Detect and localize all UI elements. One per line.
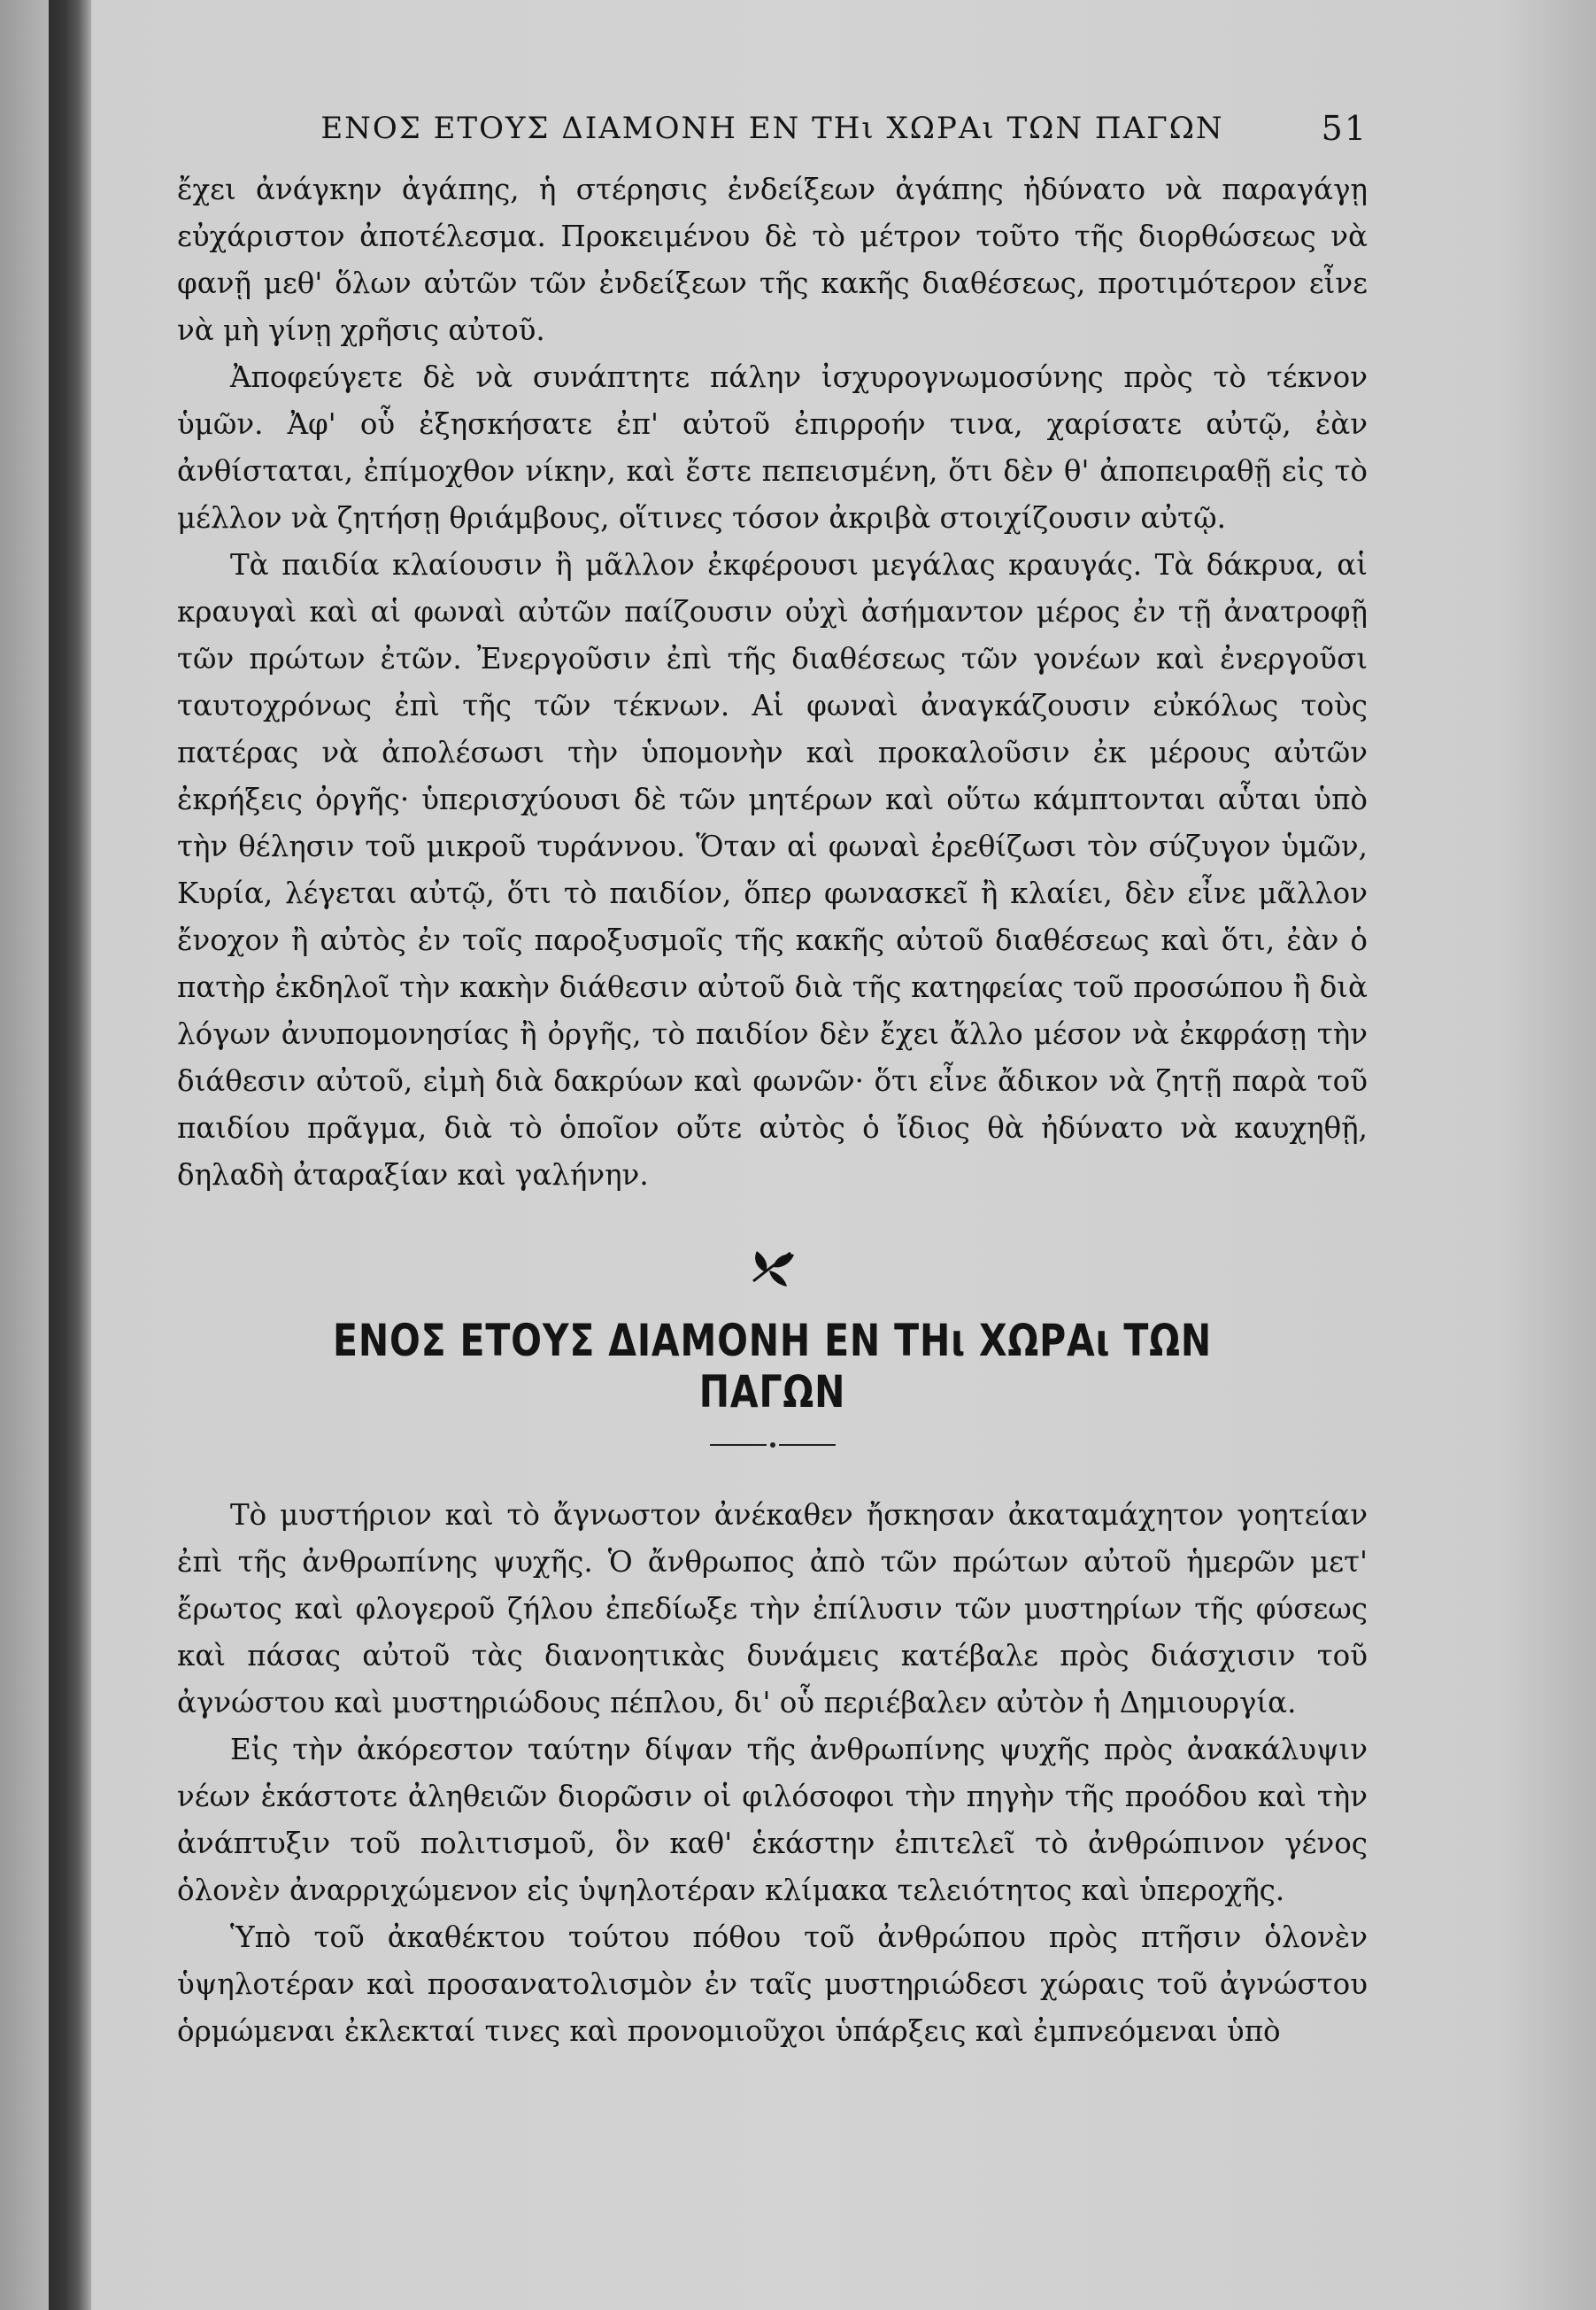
paragraph: Τὸ μυστήριον καὶ τὸ ἄγνωστον ἀνέκαθεν ἤσκησαν ἀκαταμάχητον γοητείαν ἐπὶ τῆς ἀνθρωπίνης ψυχῆς. Ὁ ἄνθρωπος ἀπὸ τῶν πρώτων αὐτοῦ ἡμερῶν μετ' ἔρωτος καὶ φλογεροῦ ζήλου ἐπεδίωξε τὴν ἐπίλυσιν τῶν μυστηρίων τῆς φύσεως καὶ πάσας αὐτοῦ τὰς διανοητικὰς δυνάμεις κατέβαλε πρὸς διάσχισιν τοῦ ἀγνώστου καὶ μυστηριώδους πέπλου, δι' οὗ περιέβαλεν αὐτὸν ἡ Δημιουργία.	[177, 1498, 1368, 1719]
paragraph: Τὰ παιδία κλαίουσιν ἢ μᾶλλον ἐκφέρουσι μεγάλας κραυγάς. Τὰ δάκρυα, αἱ κραυγαὶ καὶ αἱ φωναὶ αὐτῶν παίζουσιν οὐχὶ ἀσήμαντον μέρος ἐν τῇ ἀνατροφῇ τῶν πρώτων ἐτῶν. Ἐνεργοῦσιν ἐπὶ τῆς διαθέσεως τῶν γονέων καὶ ἐνεργοῦσι ταυτοχρόνως ἐπὶ τῆς τῶν τέκνων. Αἱ φωναὶ ἀναγκάζουσιν εὐκόλως τοὺς πατέρας νὰ ἀπολέσωσι τὴν ὑπομονὴν καὶ προκαλοῦσιν ἐκ μέρους αὐτῶν ἐκρήξεις ὀργῆς· ὑπερισχύουσι δὲ τῶν μητέρων καὶ οὕτω κάμπτονται αὗται ὑπὸ τὴν θέλησιν τοῦ μικροῦ τυράννου. Ὅταν αἱ φωναὶ ἐρεθίζωσι τὸν σύζυγον ὑμῶν, Κυρία, λέγεται αὐτῷ, ὅτι τὸ παιδίον, ὅπερ φωνασκεῖ ἢ κλαίει, δὲν εἶνε μᾶλλον ἔνοχον ἢ αὐτὸς ἐν τοῖς παροξυσμοῖς τῆς κακῆς αὐτοῦ διαθέσεως καὶ ὅτι, ἐὰν ὁ πατὴρ ἐκδηλοῖ τὴν κακὴν διάθεσιν αὐτοῦ διὰ τῆς κατηφείας τοῦ προσώπου ἢ διὰ λόγων ἀνυπομονησίας ἢ ὀργῆς, τὸ παιδίον δὲν ἔχει ἄλλο μέσον νὰ ἐκφράσῃ τὴν διάθεσιν αὐτοῦ, εἰμὴ διὰ δακρύων καὶ φωνῶν· ὅτι εἶνε ἄδικον νὰ ζητῇ παρὰ τοῦ παιδίου πρᾶγμα, διὰ τὸ ὁποῖον οὔτε αὐτὸς ὁ ἴδιος θὰ ἠδύνατο νὰ καυχηθῇ, δηλαδὴ ἀταραξίαν καὶ γαλήνην.	[177, 548, 1368, 1192]
leaf-ornament-icon	[177, 1248, 1368, 1288]
page-number: 51	[1321, 109, 1368, 148]
running-head	[177, 97, 1368, 159]
page-body	[177, 97, 1368, 2055]
section-title: ΕΝΟΣ ΕΤΟΥΣ ΔΙΑΜΟΝΗ ΕΝ ΤΗι ΧΩΡΑι ΤΩΝ ΠΑΓΩΝ	[333, 1315, 1212, 1418]
paragraph: Ὑπὸ τοῦ ἀκαθέκτου τούτου πόθου τοῦ ἀνθρώπου πρὸς πτῆσιν ὁλονὲν ὑψηλοτέραν καὶ προσανατολισμὸν ἐν ταῖς μυστηριώδεσι χώραις τοῦ ἀγνώστου ὁρμώμεναι ἐκλεκταί τινες καὶ προνομιοῦχοι ὑπάρξεις καὶ ἐμπνεόμεναι ὑπὸ	[177, 1920, 1368, 2048]
title-divider	[177, 1442, 1368, 1448]
paragraph: ἔχει ἀνάγκην ἀγάπης, ἡ στέρησις ἐνδείξεων ἀγάπης ἠδύνατο νὰ παραγάγῃ εὐχάριστον ἀποτέλεσμα. Προκειμένου δὲ τὸ μέτρον τοῦτο τῆς διορθώσεως νὰ φανῇ μεθ' ὅλων αὐτῶν τῶν ἐνδείξεων τῆς κακῆς διαθέσεως, προτιμότερον εἶνε νὰ μὴ γίνῃ χρῆσις αὐτοῦ.	[177, 173, 1368, 347]
paragraph: Εἰς τὴν ἀκόρεστον ταύτην δίψαν τῆς ἀνθρωπίνης ψυχῆς πρὸς ἀνακάλυψιν νέων ἑκάστοτε ἀληθειῶν διορῶσιν οἱ φιλόσοφοι τὴν πηγὴν τῆς προόδου καὶ τὴν ἀνάπτυξιν τοῦ πολιτισμοῦ, ὃν καθ' ἑκάστην ἐπιτελεῖ τὸ ἀνθρώπινον γένος ὁλονὲν ἀναρριχώμενον εἰς ὑψηλοτέραν κλίμακα τελειότητος καὶ ὑπεροχῆς.	[177, 1733, 1368, 1907]
paragraph: Ἀποφεύγετε δὲ νὰ συνάπτητε πάλην ἰσχυρογνωμοσύνης πρὸς τὸ τέκνον ὑμῶν. Ἀφ' οὗ ἐξησκήσατε ἐπ' αὐτοῦ ἐπιρροήν τινα, χαρίσατε αὐτῷ, ἐὰν ἀνθίσταται, ἐπίμοχθον νίκην, καὶ ἔστε πεπεισμένη, ὅτι δὲν θ' ἀποπειραθῇ εἰς τὸ μέλλον νὰ ζητήσῃ θριάμβους, οἵτινες τόσον ἀκριβὰ στοιχίζουσιν αὐτῷ.	[177, 360, 1368, 535]
book-gutter-shadow	[49, 0, 91, 2310]
running-head-title: ΕΝΟΣ ΕΤΟΥΣ ΔΙΑΜΟΝΗ ΕΝ ΤΗι ΧΩΡΑι ΤΩΝ ΠΑΓΩΝ	[320, 111, 1224, 146]
